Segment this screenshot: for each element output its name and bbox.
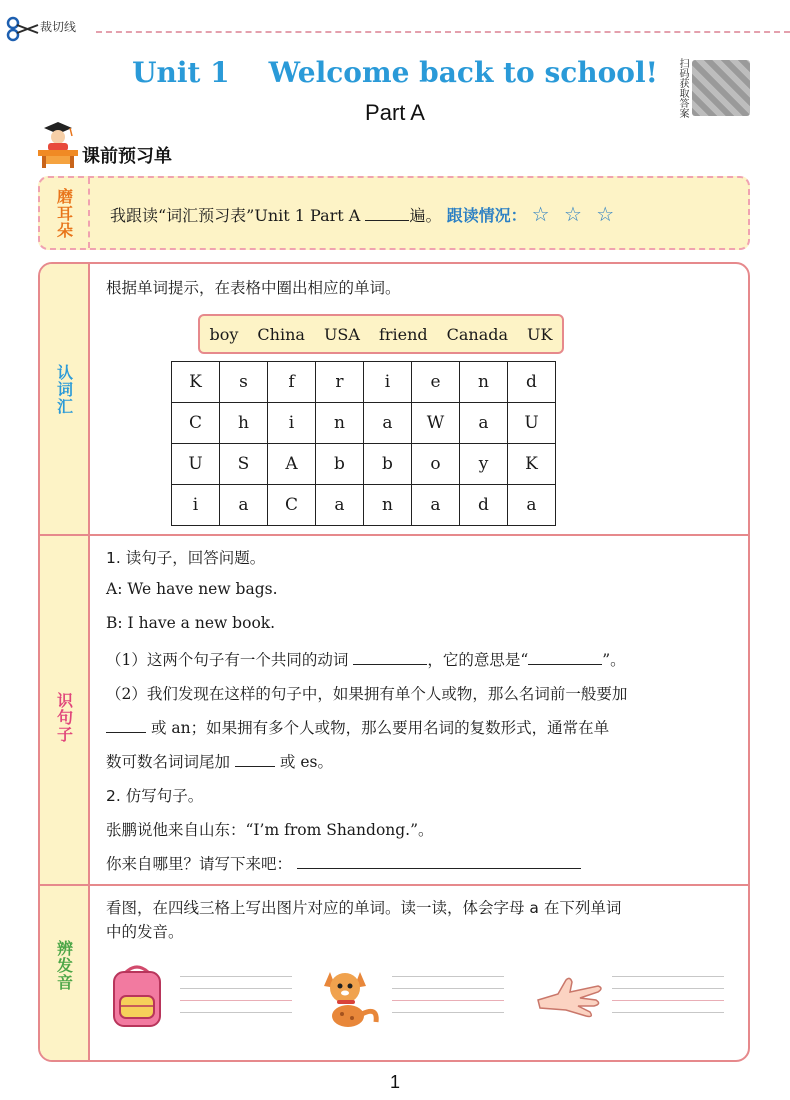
grid-cell[interactable]: a xyxy=(508,485,556,526)
vocab-instruction: 根据单词提示，在表格中圈出相应的单词。 xyxy=(106,279,401,297)
answer-blank[interactable] xyxy=(297,868,581,869)
cut-dashed-line xyxy=(96,31,790,33)
rating-stars[interactable]: ☆ ☆ ☆ xyxy=(531,202,619,226)
q2-title: 2. 仿写句子。 xyxy=(106,787,204,805)
sub2-line2-text: 或 an；如果拥有多个人或物，那么要用名词的复数形式，通常在单 xyxy=(150,719,610,737)
grid-cell[interactable]: d xyxy=(508,362,556,403)
qr-label: 扫码获取答案 xyxy=(677,58,688,118)
word-hint: USA xyxy=(323,324,360,344)
student-desk-icon xyxy=(36,120,80,168)
grid-cell[interactable]: C xyxy=(268,485,316,526)
grid-cell[interactable]: b xyxy=(364,444,412,485)
word-hint: boy xyxy=(209,324,239,344)
suffix-blank[interactable] xyxy=(235,766,275,767)
writing-lines-1[interactable] xyxy=(180,976,292,1024)
sub-question-2-line3 xyxy=(106,750,333,772)
listening-sentence xyxy=(110,202,618,226)
grid-cell[interactable]: a xyxy=(220,485,268,526)
grid-row xyxy=(172,444,556,485)
grid-cell[interactable]: n xyxy=(460,362,508,403)
grid-cell[interactable]: a xyxy=(460,403,508,444)
grid-cell[interactable]: C xyxy=(172,403,220,444)
grid-row xyxy=(172,485,556,526)
q1-title: 1. 读句子，回答问题。 xyxy=(106,549,266,567)
grid-cell[interactable]: d xyxy=(460,485,508,526)
page-number: 1 xyxy=(389,1072,400,1092)
grid-cell[interactable]: K xyxy=(508,444,556,485)
vocab-tag-text: 认词汇 xyxy=(54,364,74,415)
sentence-tag xyxy=(40,692,88,743)
sub-question-2-line1: （2）我们发现在这样的句子中，如果拥有单个人或物，那么名词前一般要加 xyxy=(106,685,628,703)
sub2-line3-text-a: 数可数名词词尾加 xyxy=(106,753,231,771)
sub1-text-a: （1）这两个句子有一个共同的动词 xyxy=(106,651,349,669)
phonics-instruction-line1: 看图，在四线三格上写出图片对应的单词。读一读，体会字母 a 在下列单词 xyxy=(106,899,622,917)
divider-2 xyxy=(40,884,748,886)
part-subtitle: Part A xyxy=(365,100,425,125)
status-label: 跟读情况： xyxy=(446,206,527,225)
writing-lines-3[interactable] xyxy=(612,976,724,1024)
grid-cell[interactable]: o xyxy=(412,444,460,485)
grid-cell[interactable]: n xyxy=(316,403,364,444)
qr-code-image[interactable] xyxy=(692,60,750,116)
cat-icon xyxy=(320,962,384,1030)
sub1-text-c: ”。 xyxy=(602,651,626,669)
times-blank[interactable] xyxy=(365,220,409,221)
listening-panel xyxy=(38,176,750,250)
cut-line-label: 裁切线 xyxy=(40,20,77,34)
grid-cell[interactable]: a xyxy=(412,485,460,526)
example-sentence: 张鹏说他来自山东：“I’m from Shandong.”。 xyxy=(106,821,434,839)
grid-cell[interactable]: b xyxy=(316,444,364,485)
grid-cell[interactable]: f xyxy=(268,362,316,403)
divider-1 xyxy=(40,534,748,536)
grid-cell[interactable]: a xyxy=(316,485,364,526)
grid-cell[interactable]: y xyxy=(460,444,508,485)
grid-cell[interactable]: A xyxy=(268,444,316,485)
word-hint: China xyxy=(257,324,305,344)
sentence-tag-text: 识句子 xyxy=(54,692,74,743)
section-heading-text: 课前预习单 xyxy=(82,146,172,167)
grid-cell[interactable]: r xyxy=(316,362,364,403)
phonics-tag xyxy=(40,940,88,991)
main-panel xyxy=(38,262,750,1062)
grid-cell[interactable]: e xyxy=(412,362,460,403)
word-hint: UK xyxy=(527,324,553,344)
listening-text-after: 遍。 xyxy=(409,206,442,225)
grid-cell[interactable]: h xyxy=(220,403,268,444)
grid-cell[interactable]: s xyxy=(220,362,268,403)
grid-cell[interactable]: i xyxy=(268,403,316,444)
sub2-line3-text-b: 或 es。 xyxy=(279,753,333,771)
grid-row xyxy=(172,403,556,444)
grid-cell[interactable]: i xyxy=(364,362,412,403)
qr-code-area[interactable] xyxy=(656,58,750,118)
backpack-icon xyxy=(106,962,168,1030)
grid-cell[interactable]: U xyxy=(508,403,556,444)
write-prompt xyxy=(106,852,581,874)
article-blank[interactable] xyxy=(106,732,146,733)
grid-cell[interactable]: a xyxy=(364,403,412,444)
verb-blank[interactable] xyxy=(353,664,427,665)
listening-text-before: 我跟读“词汇预习表”Unit 1 Part A xyxy=(110,206,361,225)
sub-question-2-line2 xyxy=(106,716,609,738)
unit-title: Unit 1 Welcome back to school! xyxy=(132,56,658,89)
cut-line xyxy=(0,16,790,36)
prompt-text: 你来自哪里？请写下来吧： xyxy=(106,855,293,873)
sentence-b: B: I have a new book. xyxy=(106,614,276,632)
grid-cell[interactable]: S xyxy=(220,444,268,485)
sub1-text-b: ，它的意思是“ xyxy=(427,651,529,669)
listening-tag-text: 磨耳朵 xyxy=(54,187,74,239)
word-hint: friend xyxy=(378,324,428,344)
grid-row xyxy=(172,362,556,403)
hand-icon xyxy=(536,972,606,1022)
grid-cell[interactable]: U xyxy=(172,444,220,485)
word-search-grid xyxy=(171,361,556,526)
scissors-icon xyxy=(6,16,40,42)
section-heading xyxy=(36,120,336,170)
grid-cell[interactable]: i xyxy=(172,485,220,526)
grid-cell[interactable]: W xyxy=(412,403,460,444)
grid-cell[interactable]: K xyxy=(172,362,220,403)
vocab-tag xyxy=(40,364,88,415)
listening-tag xyxy=(40,178,90,248)
sentence-a: A: We have new bags. xyxy=(106,580,278,598)
word-hint-box xyxy=(198,314,564,354)
meaning-blank[interactable] xyxy=(528,664,602,665)
phonics-instruction-line2: 中的发音。 xyxy=(106,923,184,941)
phonics-tag-text: 辨发音 xyxy=(54,940,74,991)
grid-cell[interactable]: n xyxy=(364,485,412,526)
writing-lines-2[interactable] xyxy=(392,976,504,1024)
word-hint: Canada xyxy=(446,324,509,344)
sub-question-1 xyxy=(106,648,626,670)
